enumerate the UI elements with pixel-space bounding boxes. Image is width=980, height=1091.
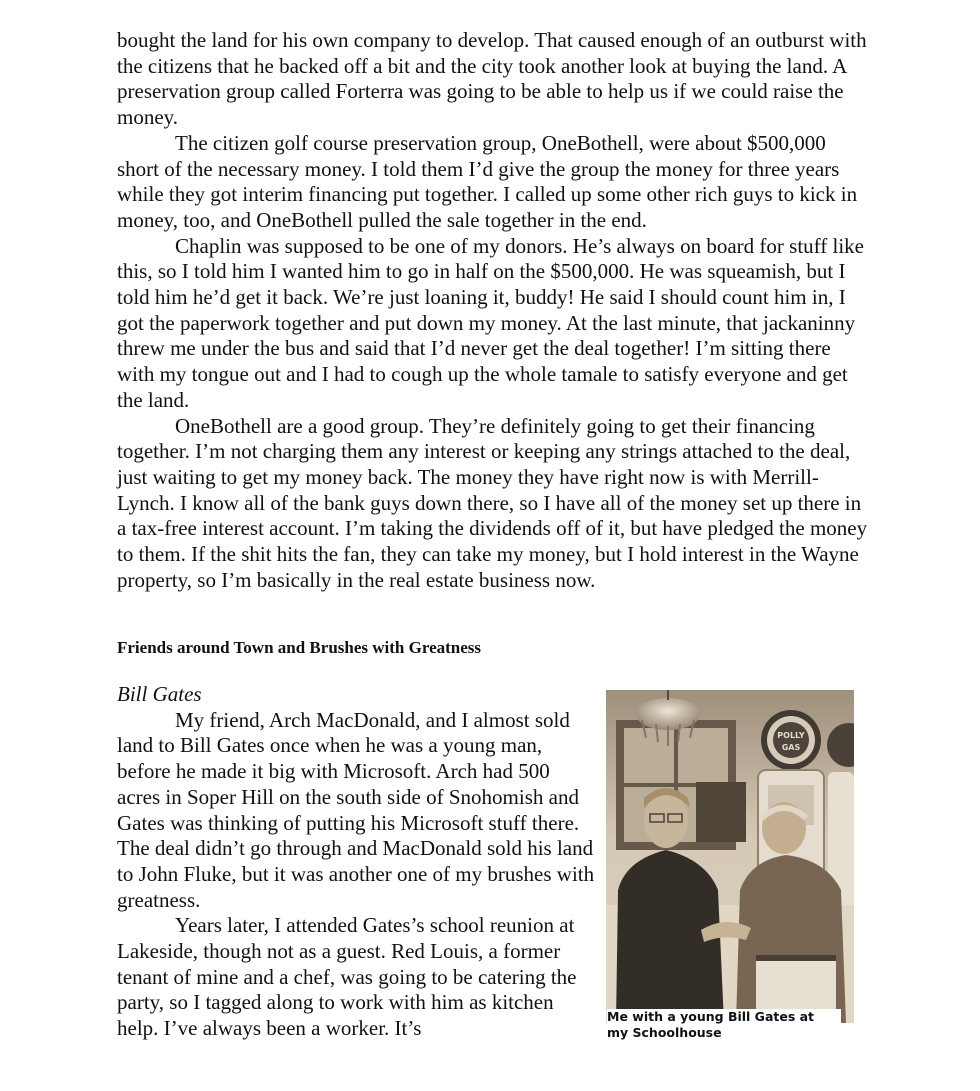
subheading: Bill Gates — [117, 682, 202, 706]
paragraph: The citizen golf course preservation group, OneBothell, were about $500,000 short of the necessary money. I told them I’d give the group the money for three years while they got interim financing put together. I called up some other rich guys to kick in money, too, and OneBothell pulled the sale together in the end. — [117, 130, 858, 232]
paragraph: bought the land for his own company to develop. That caused enough of an outburst with the citizens that he backed off a bit and the city took another look at buying the land. A preservation group called Forterra was going to be able to help us if we could raise the money. — [117, 28, 867, 130]
photo-gates-and-author — [606, 690, 854, 1023]
body-text-column — [117, 682, 597, 1042]
svg-text:GAS: GAS — [781, 743, 801, 752]
paragraph: Years later, I attended Gates’s school reunion at Lakeside, though not as a guest. Red Louis, a former tenant of mine and a chef, was going to be catering the party, so I tagged along to work with him as kitchen help. I’ve always been a worker. It’s — [117, 913, 577, 1041]
paragraph: Chaplin was supposed to be one of my donors. He’s always on board for stuff like this, so I told him I wanted him to go in half on the $500,000. He was squeamish, but I told him he’d get it back. We’re just loaning it, buddy! He said I should count him in, I got the paperwork together and put down my money. At the last minute, that jackaninny threw me under the bus and said that I’d never get the deal together! I’m sitting there with my tongue out and I had to cough up the whole tamale to satisfy everyone and get the land. — [117, 233, 865, 412]
svg-text:POLLY: POLLY — [777, 731, 805, 740]
body-text-top — [117, 28, 869, 593]
paragraph: My friend, Arch MacDonald, and I almost sold land to Bill Gates once when he was a young man, before he made it big with Microsoft. Arch had 500 acres in Soper Hill on the south side of Snohomish and Gates was thinking of putting his Microsoft stuff there. The deal didn’t go through and MacDonald sold his land to John Fluke, but it was another one of my brushes with greatness. — [117, 707, 595, 912]
photo-caption: Me with a young Bill Gates at my Schoolhouse — [607, 1009, 841, 1041]
paragraph: OneBothell are a good group. They’re definitely going to get their financing together. I’m not charging them any interest or keeping any strings attached to the deal, just waiting to get my money back. The money they have right now is with Merrill-Lynch. I know all of the bank guys down there, so I have all of the money set up there in a tax-free interest account. I’m taking the dividends off of it, but have pledged the money to them. If the shit hits the fan, they can take my money, but I hold interest in the Wayne property, so I’m basically in the real estate business now. — [117, 413, 868, 592]
section-heading: Friends around Town and Brushes with Greatness — [117, 638, 482, 657]
